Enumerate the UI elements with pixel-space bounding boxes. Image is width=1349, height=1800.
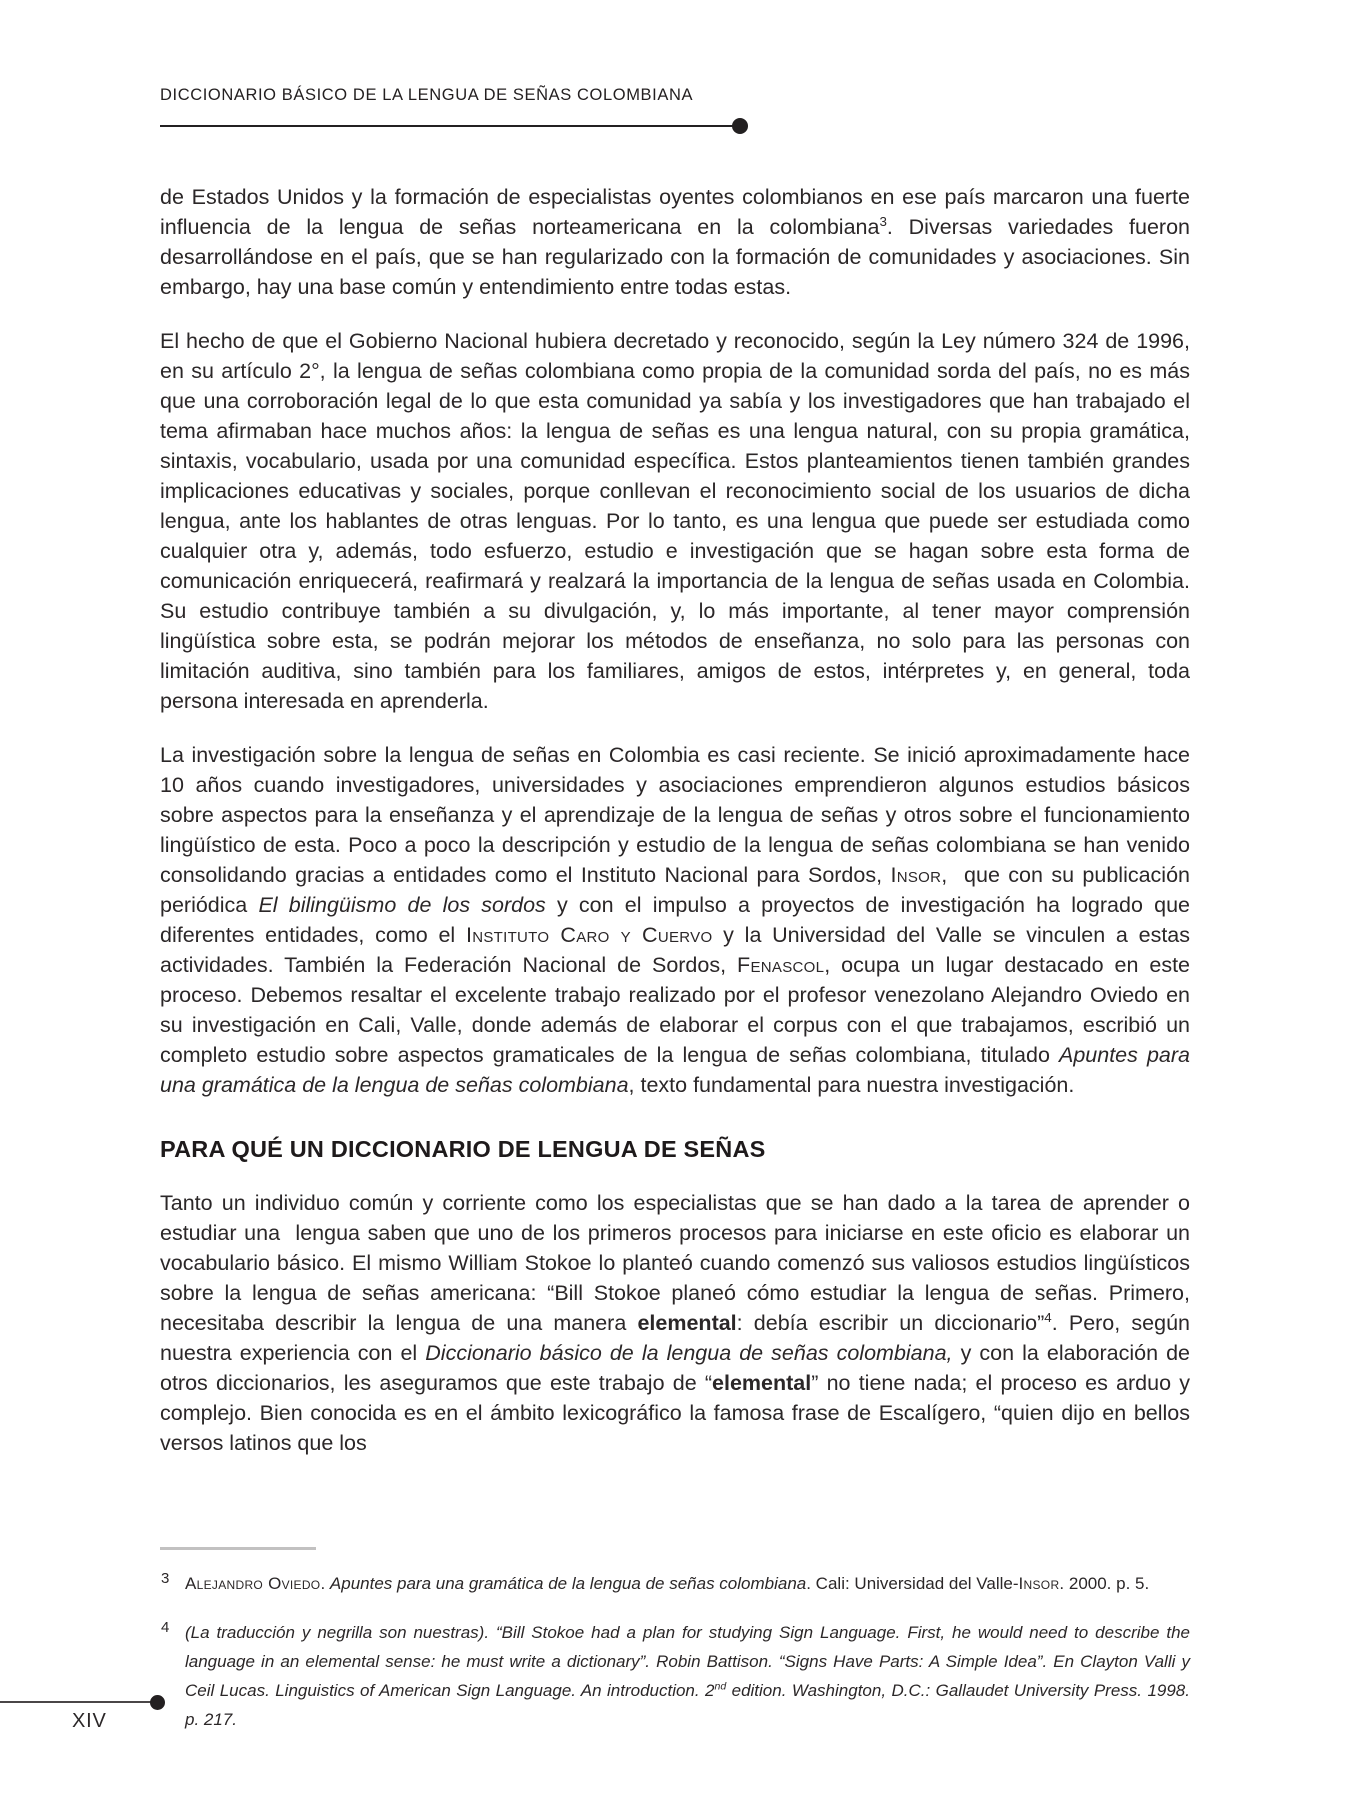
footnote-3 (160, 1569, 1190, 1598)
page-number: XIV (72, 1710, 107, 1732)
footnote-4 (160, 1618, 1190, 1734)
running-header-title: DICCIONARIO BÁSICO DE LA LENGUA DE SEÑAS COLOMBIANA (160, 86, 694, 104)
footnote-3-text: Alejandro Oviedo. Apuntes para una gramática de la lengua de señas colombiana. Cali: Universidad del Valle-Insor. 2000. p. 5. (185, 1574, 1150, 1593)
footnote-3-marker: 3 (161, 1570, 170, 1587)
body-text-column (160, 182, 1190, 1482)
header-rule-dot (732, 118, 748, 134)
footnote-separator-rule (160, 1547, 316, 1550)
paragraph-2: El hecho de que el Gobierno Nacional hubiera decretado y reconocido, según la Ley número 324 de 1996, en su artículo 2°, la lengua de señas colombiana como propia de la comunidad sorda del país, no es más que una corroboración legal de lo que esta comunidad ya sabía y los investigadores que han trabajado el tema afirmaban hace muchos años: la lengua de señas es una lengua natural, con su propia gramática, sintaxis, vocabulario, usada por una comunidad específica. Estos planteamientos tienen también grandes implicaciones educativas y sociales, porque conllevan el reconocimiento social de los usuarios de dicha lengua, ante los hablantes de otras lenguas. Por lo tanto, es una lengua que puede ser estudiada como cualquier otra y, además, todo esfuerzo, estudio e investigación que se hagan sobre esta forma de comunicación enriquecerá, reafirmará y realzará la importancia de la lengua de señas usada en Colombia. Su estudio contribuye también a su divulgación, y, lo más importante, al tener mayor comprensión lingüística sobre esta, se podrán mejorar los métodos de enseñanza, no solo para las personas con limitación auditiva, sino también para los familiares, amigos de estos, intérpretes y, en general, toda persona interesada en aprenderla. (160, 329, 1190, 713)
footnote-4-text: (La traducción y negrilla son nuestras). “Bill Stokoe had a plan for studying Sign Language. First, he would need to describe the language in an elemental sense: he must write a dictionary”. Robin Battison. “Signs Have Parts: A Simple Idea”. En Clayton Valli y Ceil Lucas. Linguistics of American Sign Language. An introduction. 2nd edition. Washington, D.C.: Gallaudet University Press. 1998. p. 217. (185, 1623, 1190, 1729)
footer-rule (0, 1701, 153, 1703)
paragraph-1: de Estados Unidos y la formación de especialistas oyentes colombianos en ese país marcaron una fuerte influencia de la lengua de señas norteamericana en la colombiana$^3$. Diversas variedades fueron desarrollándose en el país, que se han regularizado con la formación de comunidades y asociaciones. Sin embargo, hay una base común y entendimiento entre todas estas. (160, 185, 1190, 299)
footnotes-block (160, 1547, 1190, 1734)
paragraph-3: La investigación sobre la lengua de señas en Colombia es casi reciente. Se inició aproximadamente hace 10 años cuando investigadores, universidades y asociaciones emprendieron algunos estudios básicos sobre aspectos para la enseñanza y el aprendizaje de la lengua de señas y otros sobre el funcionamiento lingüístico de esta. Poco a poco la descripción y estudio de la lengua de señas colombiana se han venido consolidando gracias a entidades como el Instituto Nacional para Sordos, Insor, que con su publicación periódica El bilingüismo de los sordos y con el impulso a proyectos de investigación ha logrado que diferentes entidades, como el Instituto Caro y Cuervo y la Universidad del Valle se vinculen a estas actividades. También la Federación Nacional de Sordos, Fenascol, ocupa un lugar destacado en este proceso. Debemos resaltar el excelente trabajo realizado por el profesor venezolano Alejandro Oviedo en su investigación en Cali, Valle, donde además de elaborar el corpus con el que trabajamos, escribió un completo estudio sobre aspectos gramaticales de la lengua de señas colombiana, titulado Apuntes para una gramática de la lengua de señas colombiana, texto fundamental para nuestra investigación. (160, 743, 1191, 1097)
footer-rule-dot (150, 1695, 165, 1710)
section-heading: PARA QUÉ UN DICCIONARIO DE LENGUA DE SEÑAS (160, 1136, 766, 1162)
footnote-4-marker: 4 (161, 1619, 170, 1636)
header-rule (160, 125, 740, 127)
paragraph-4: Tanto un individuo común y corriente como los especialistas que se han dado a la tarea de aprender o estudiar una lengua saben que uno de los primeros procesos para iniciarse en este oficio es elaborar un vocabulario básico. El mismo William Stokoe lo planteó cuando comenzó sus valiosos estudios lingüísticos sobre la lengua de señas americana: “Bill Stokoe planeó cómo estudiar la lengua de señas. Primero, necesitaba describir la lengua de una manera elemental: debía escribir un diccionario”$^4$. Pero, según nuestra experiencia con el Diccionario básico de la lengua de señas colombiana, y con la elaboración de otros diccionarios, les aseguramos que este trabajo de “elemental” no tiene nada; el proceso es arduo y complejo. Bien conocida es en el ámbito lexicográfico la famosa frase de Escalígero, “quien dijo en bellos versos latinos que los (160, 1191, 1190, 1455)
